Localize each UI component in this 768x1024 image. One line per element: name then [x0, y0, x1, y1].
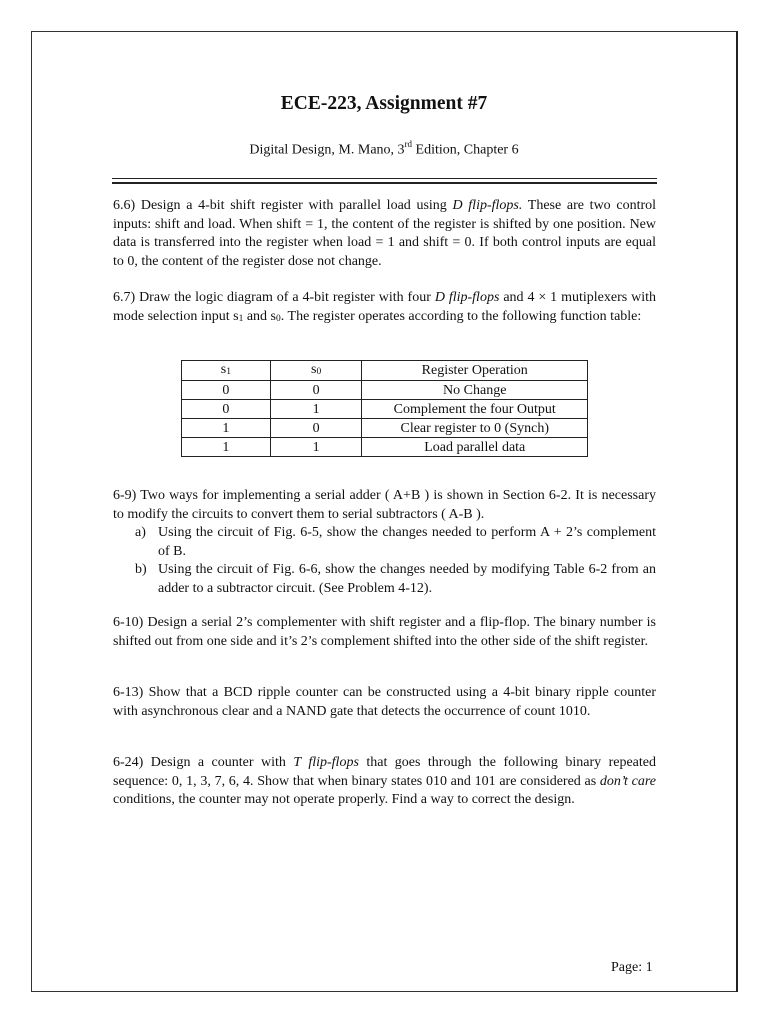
function-table: [181, 360, 588, 457]
table-cell: 1: [270, 438, 362, 457]
list-marker: a): [135, 525, 146, 540]
problem-6-7-text-2: and 4 × 1 mutiplexers with mode selection input s: [113, 290, 656, 324]
table-cell: 0: [270, 419, 362, 438]
problem-6-9: 6-9) Two ways for implementing a serial adder ( A+B ) is shown in Section 6-2. It is necessary to modify the circuits to convert them to serial subtractors ( A-B ).: [113, 488, 656, 522]
table-row: [182, 400, 588, 419]
problem-6-13: 6-13) Show that a BCD ripple counter can be constructed using a 4-bit binary ripple counter with asynchronous clear and a NAND gate that detects the occurrence of count 1010.: [113, 685, 656, 719]
list-item-text: Using the circuit of Fig. 6-5, show the changes needed to perform A + 2’s complement of B.: [158, 525, 656, 559]
problem-6-7-text-3: and s: [243, 308, 277, 324]
header-s1: [182, 361, 271, 381]
page-number: Page: 1: [611, 960, 653, 975]
problem-6-7-sub-0: 0: [276, 313, 281, 324]
header-s0-base: s: [311, 362, 317, 377]
header-s0: [270, 361, 362, 381]
table-cell: Complement the four Output: [362, 400, 588, 419]
table-row: [182, 419, 588, 438]
table-cell: Load parallel data: [362, 438, 588, 457]
problem-6-7-italic: D flip-flops: [434, 290, 500, 305]
problem-6-24-italic: T flip-flops: [293, 755, 359, 770]
header-register-operation: Register Operation: [362, 361, 588, 381]
table-cell: Clear register to 0 (Synch): [362, 419, 588, 438]
table-row: [182, 438, 588, 457]
problem-6-7-sub-1: 1: [238, 313, 244, 324]
problem-6-6-italic: D flip-flops.: [452, 198, 523, 213]
document-title: ECE-223, Assignment #7: [280, 93, 488, 114]
header-rule-bottom: [112, 182, 657, 184]
document-subtitle: [0, 140, 768, 159]
page-right-edge: [736, 31, 738, 992]
subtitle-text-end: Edition, Chapter 6: [412, 142, 519, 158]
list-item: [135, 524, 656, 561]
table-row: [182, 381, 588, 400]
problem-6-7: [113, 289, 656, 327]
problem-6-6: [113, 197, 656, 271]
table-cell: 1: [182, 419, 271, 438]
header-s1-sub: 1: [226, 367, 231, 377]
list-item-text: Using the circuit of Fig. 6-6, show the changes needed by modifying Table 6-2 from an adder to a subtractor circuit. (See Problem 4-12).: [158, 562, 656, 596]
problem-6-24-text-2: that goes through the following binary repeated sequence: 0, 1, 3, 7, 6, 4. Show that when binary states 010 and 101 are considered as: [113, 755, 656, 789]
problem-6-24: [113, 754, 656, 810]
problem-6-24-text-3: conditions, the counter may not operate properly. Find a way to correct the design.: [113, 792, 575, 807]
table-cell: 0: [182, 381, 271, 400]
problem-6-6-text-end: These are two control inputs: shift and load. When shift = 1, the content of the register is shifted by one position. New data is transferred into the register when load = 1 and shift = 0. If both control inputs are equal to 0, the content of the register dose not change.: [113, 198, 657, 269]
table-cell: 1: [270, 400, 362, 419]
header-s0-sub: 0: [316, 367, 322, 377]
list-item: [135, 561, 656, 598]
problem-6-7-text-4: . The register operates according to the following function table:: [280, 308, 642, 324]
table-header-row: [182, 361, 588, 381]
header-rule-top: [112, 178, 657, 179]
subtitle-superscript: rd: [404, 139, 413, 149]
header-s1-base: s: [220, 362, 227, 377]
problem-6-10: 6-10) Design a serial 2’s complementer with shift register and a flip-flop. The binary number is shifted out from one side and it’s 2’s complement shifted into the other side of the shift register.: [113, 615, 656, 649]
table-cell: 0: [270, 381, 362, 400]
subtitle-text: Digital Design, M. Mano, 3: [249, 142, 405, 158]
problem-6-6-text: 6.6) Design a 4-bit shift register with parallel load using: [113, 198, 453, 213]
table-cell: 1: [182, 438, 271, 457]
problem-6-24-italic-2: don’t care: [599, 773, 657, 789]
problem-6-24-text: 6-24) Design a counter with: [113, 755, 294, 770]
problem-6-7-text: 6.7) Draw the logic diagram of a 4-bit register with four: [113, 290, 435, 305]
table-cell: 0: [182, 400, 271, 419]
list-marker: b): [135, 562, 147, 577]
table-cell: No Change: [362, 381, 588, 400]
